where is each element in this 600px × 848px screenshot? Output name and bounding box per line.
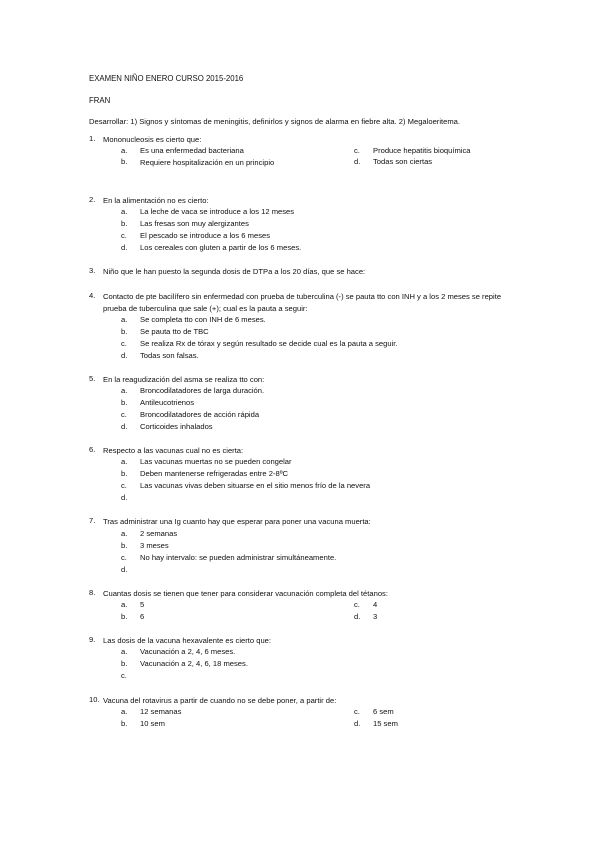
option-text: La leche de vaca se introduce a los 12 meses (140, 207, 295, 216)
option-letter: b. (121, 469, 128, 478)
option-letter: c. (121, 481, 127, 490)
question-number: 10. (89, 695, 100, 704)
option-letter: b. (121, 541, 128, 550)
option-text: Las vacunas muertas no se pueden congelar (140, 457, 292, 466)
option-text: Se completa tto con INH de 6 meses. (140, 315, 266, 324)
option-letter: d. (354, 157, 361, 166)
option-letter: a. (121, 457, 128, 466)
question-number: 7. (89, 516, 96, 525)
option-text: 6 sem (373, 707, 394, 716)
question-number: 4. (89, 291, 96, 300)
option-text: Los cereales con gluten a partir de los 6 meses. (140, 243, 302, 252)
option-text: Broncodilatadores de larga duración. (140, 386, 265, 395)
option-letter: c. (121, 671, 127, 680)
option-text: Todas son ciertas (373, 157, 433, 166)
option-letter: a. (121, 386, 128, 395)
question-number: 2. (89, 195, 96, 204)
question-number: 5. (89, 374, 96, 383)
question-text: Mononucleosis es cierto que: (103, 135, 202, 144)
option-text: Vacunación a 2, 4, 6 meses. (140, 647, 236, 656)
option-text: No hay intervalo: se pueden administrar simultáneamente. (140, 553, 337, 562)
question-text: Niño que le han puesto la segunda dosis de DTPa a los 20 días, que se hace: (103, 267, 366, 276)
option-letter: d. (121, 351, 128, 360)
option-letter: c. (354, 146, 360, 155)
option-text: Deben mantenerse refrigeradas entre 2-8ºC (140, 469, 288, 478)
develop-prompt: Desarrollar: 1) Signos y síntomas de meningitis, definirlos y signos de alarma en fiebre alta. 2) Megaloeritema. (89, 117, 460, 126)
option-letter: d. (121, 243, 128, 252)
option-text: 2 semanas (140, 529, 178, 538)
question-text: Respecto a las vacunas cual no es cierta: (103, 446, 244, 455)
option-letter: d. (121, 565, 128, 574)
option-text: Requiere hospitalización en un principio (140, 158, 275, 167)
option-text: El pescado se introduce a los 6 meses (140, 231, 271, 240)
question-text: Vacuna del rotavirus a partir de cuando no se debe poner, a partir de: (103, 696, 337, 705)
option-text: 3 (373, 612, 378, 621)
question-text: Tras administrar una Ig cuanto hay que esperar para poner una vacuna muerta: (103, 517, 371, 526)
option-letter: d. (121, 422, 128, 431)
option-letter: b. (121, 157, 128, 166)
option-text: Todas son falsas. (140, 351, 199, 360)
option-letter: a. (121, 207, 128, 216)
option-text: 6 (140, 612, 145, 621)
exam-title: EXAMEN NIÑO ENERO CURSO 2015-2016 (89, 74, 244, 83)
option-letter: c. (121, 231, 127, 240)
option-text: 4 (373, 600, 378, 609)
option-text: Es una enfermedad bacteriana (140, 146, 244, 155)
option-text: Se pauta tto de TBC (140, 327, 209, 336)
option-text: Vacunación a 2, 4, 6, 18 meses. (140, 659, 248, 668)
option-letter: b. (121, 327, 128, 336)
question-number: 6. (89, 445, 96, 454)
option-text: Las fresas son muy alergizantes (140, 219, 249, 228)
question-number: 8. (89, 588, 96, 597)
option-text: Las vacunas vivas deben situarse en el sitio menos frío de la nevera (140, 481, 371, 490)
option-letter: c. (121, 339, 127, 348)
option-letter: c. (354, 707, 360, 716)
option-text: Corticoides inhalados (140, 422, 213, 431)
question-text: Contacto de pte bacilífero sin enfermedad con prueba de tuberculina (-) se pauta tto con INH y a los 2 meses se repite prueba de tuberculina que sale (+); cual es la pauta a seguir: (103, 292, 502, 313)
option-letter: b. (121, 398, 128, 407)
question-text: En la reagudización del asma se realiza tto con: (103, 375, 265, 384)
option-letter: c. (121, 553, 127, 562)
option-letter: a. (121, 707, 128, 716)
option-letter: b. (121, 612, 128, 621)
option-letter: a. (121, 600, 128, 609)
option-letter: a. (121, 529, 128, 538)
option-letter: d. (354, 612, 361, 621)
option-letter: a. (121, 647, 128, 656)
option-text: Broncodilatadores de acción rápida (140, 410, 260, 419)
option-letter: d. (354, 719, 361, 728)
option-letter: b. (121, 219, 128, 228)
option-text: 5 (140, 600, 145, 609)
option-text: 3 meses (140, 541, 169, 550)
question-number: 9. (89, 635, 96, 644)
option-text: 10 sem (140, 719, 165, 728)
question-number: 3. (89, 266, 96, 275)
option-letter: c. (354, 600, 360, 609)
question-text: Cuantas dosis se tienen que tener para considerar vacunación completa del tétanos: (103, 589, 388, 598)
option-letter: a. (121, 146, 128, 155)
option-text: 12 semanas (140, 707, 182, 716)
option-text: 15 sem (373, 719, 398, 728)
option-letter: b. (121, 719, 128, 728)
option-text: Produce hepatitis bioquímica (373, 146, 471, 155)
option-text: Se realiza Rx de tórax y según resultado se decide cual es la pauta a seguir. (140, 339, 398, 348)
option-letter: d. (121, 493, 128, 502)
question-text: En la alimentación no es cierto: (103, 196, 209, 205)
option-letter: c. (121, 410, 127, 419)
question-number: 1. (89, 134, 96, 143)
option-letter: b. (121, 659, 128, 668)
option-text: Antileucotrienos (140, 398, 195, 407)
option-letter: a. (121, 315, 128, 324)
question-text: Las dosis de la vacuna hexavalente es cierto que: (103, 636, 272, 645)
author-name: FRAN (89, 96, 111, 105)
